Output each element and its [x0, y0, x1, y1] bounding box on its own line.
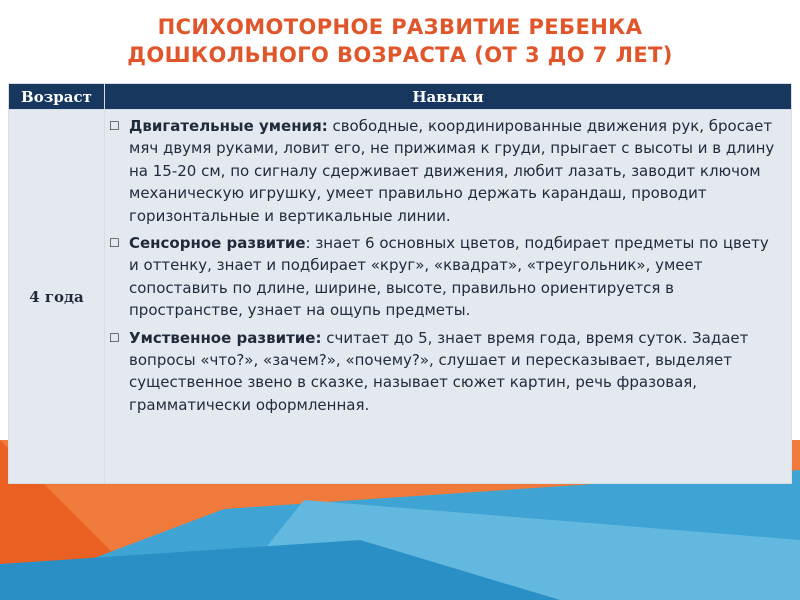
- header-age: Возраст: [9, 84, 104, 109]
- skill-text: [129, 232, 777, 322]
- header-skills: Навыки: [105, 84, 791, 109]
- slide-title: [0, 0, 800, 82]
- age-cell: 4 года: [9, 110, 104, 483]
- skills-table: [8, 83, 792, 484]
- skill-title: Умственное развитие:: [129, 328, 322, 347]
- skill-item-sensory: [109, 232, 777, 322]
- skill-title: Сенсорное развитие: [129, 234, 306, 253]
- skills-cell: [105, 110, 791, 483]
- slide-title-line-1: ПСИХОМОТОРНОЕ РАЗВИТИЕ РЕБЕНКА: [157, 15, 643, 39]
- skill-description: свободные, координированные движения рук, бросает мяч двумя руками, ловит его, не прижимая к груди, прыгает с высоты и в длину на 15-20 см, по сигналу сдерживает движения, любит лазать, заводит ключом механическую игрушку, умеет правильно держать карандаш, проводит горизонтальные и вертикальные линии.: [129, 117, 775, 225]
- skill-item-motor: [109, 115, 777, 227]
- skill-item-mental: [109, 327, 777, 417]
- square-bullet-icon: ☐: [109, 236, 120, 251]
- skill-text: [129, 115, 777, 227]
- square-bullet-icon: ☐: [109, 330, 120, 345]
- skill-description: считает до 5, знает время года, время суток. Задает вопросы «что?», «зачем?», «почему?», слушает и пересказывает, выделяет существенное звено в сказке, называет сюжет картин, речь фразовая, грамматически оформленная.: [129, 328, 749, 414]
- slide-title-line-2: ДОШКОЛЬНОГО ВОЗРАСТА (ОТ 3 ДО 7 ЛЕТ): [127, 43, 673, 67]
- skill-title: Двигательные умения:: [129, 117, 328, 135]
- skill-description: : знает 6 основных цветов, подбирает предметы по цвету и оттенку, знает и подбирает «круг», «квадрат», «треугольник», умеет сопоставить по длине, ширине, высоте, правильно ориентируется в пространстве, узнает на ощупь предметы.: [129, 234, 769, 320]
- skill-text: [129, 327, 777, 417]
- square-bullet-icon: ☐: [109, 119, 120, 133]
